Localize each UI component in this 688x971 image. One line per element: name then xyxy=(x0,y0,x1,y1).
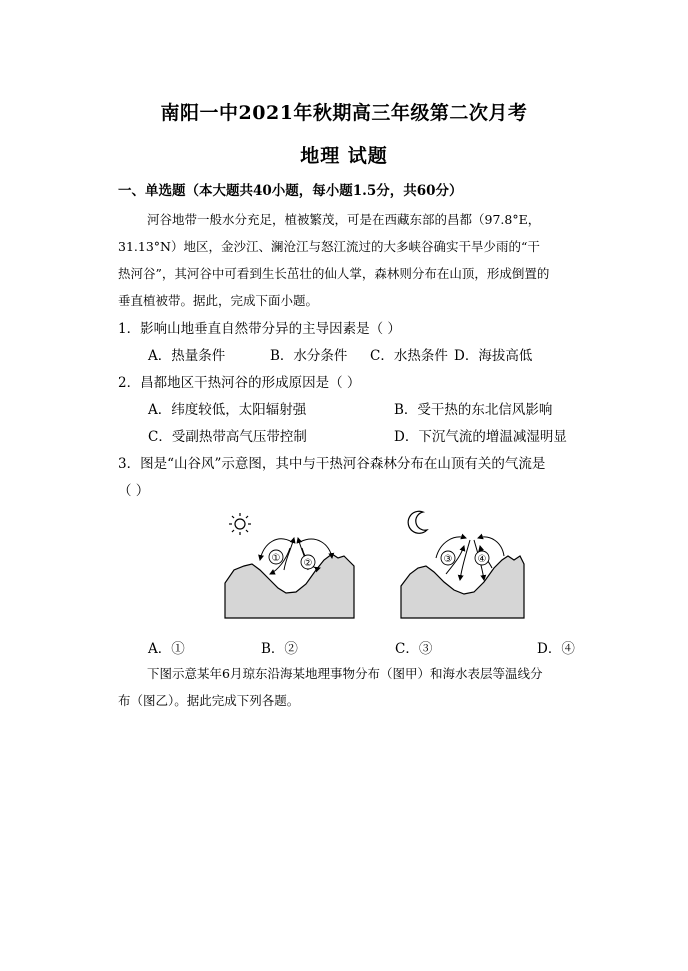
question-1-stem: 1．影响山地垂直自然带分异的主导因素是（ ） xyxy=(118,321,401,337)
passage-line: 热河谷”，其河谷中可看到生长茁壮的仙人掌，森林则分布在山顶，形成倒置的 xyxy=(118,266,550,281)
airflow-label-2 xyxy=(301,555,315,569)
page-subtitle: 地理 试题 xyxy=(300,145,388,167)
q1-option-a: A．热量条件 xyxy=(148,348,226,364)
q2-option-c: C．受副热带高气压带控制 xyxy=(148,429,307,445)
passage-line: 垂直植被带。据此，完成下面小题。 xyxy=(118,293,319,308)
valley-wind-day-figure xyxy=(220,508,360,620)
question-2-stem: 2．昌都地区干热河谷的形成原因是（ ） xyxy=(118,375,361,391)
q1-option-b: B．水分条件 xyxy=(270,348,348,364)
passage-line: 布（图乙）。据此完成下列各题。 xyxy=(118,693,300,708)
airflow-label-1 xyxy=(269,550,283,564)
airflow-label-3 xyxy=(441,551,455,565)
sun-icon xyxy=(229,513,251,535)
page-title: 南阳一中2021年秋期高三年级第二次月考 xyxy=(160,102,528,124)
q1-option-c: C．水热条件 xyxy=(370,348,448,364)
question-3-stem: 3．图是“山谷风”示意图，其中与干热河谷森林分布在山顶有关的气流是 xyxy=(118,456,546,472)
section-heading: 一、单选题（本大题共40小题，每小题1.5分，共60分） xyxy=(118,183,463,199)
q2-option-b: B．受干热的东北信风影响 xyxy=(394,402,553,418)
airflow-label-4 xyxy=(475,551,489,565)
svg-text:④: ④ xyxy=(477,554,487,565)
q3-option-a: A．① xyxy=(148,641,185,657)
passage-line: 下图示意某年6月琼东沿海某地理事物分布（图甲）和海水表层等温线分 xyxy=(147,666,543,681)
passage-line: 河谷地带一般水分充足，植被繁茂，可是在西藏东部的昌都（97.8°E， xyxy=(147,212,541,227)
valley-wind-night-figure xyxy=(396,508,528,620)
q2-option-d: D．下沉气流的增温减湿明显 xyxy=(394,429,567,445)
q3-option-d: D．④ xyxy=(537,641,575,657)
question-3-stem-cont: （ ） xyxy=(118,483,150,499)
passage-line: 31.13°N）地区，金沙江、澜沧江与怒江流过的大多峡谷确实干旱少雨的“干 xyxy=(118,239,540,254)
svg-text:③: ③ xyxy=(443,554,453,565)
q3-option-c: C．③ xyxy=(395,641,433,657)
q3-option-b: B．② xyxy=(261,641,298,657)
svg-text:②: ② xyxy=(303,558,313,569)
moon-icon xyxy=(408,511,427,533)
q2-option-a: A．纬度较低，太阳辐射强 xyxy=(148,402,307,418)
q1-option-d: D．海拔高低 xyxy=(454,348,533,364)
svg-text:①: ① xyxy=(271,553,281,564)
